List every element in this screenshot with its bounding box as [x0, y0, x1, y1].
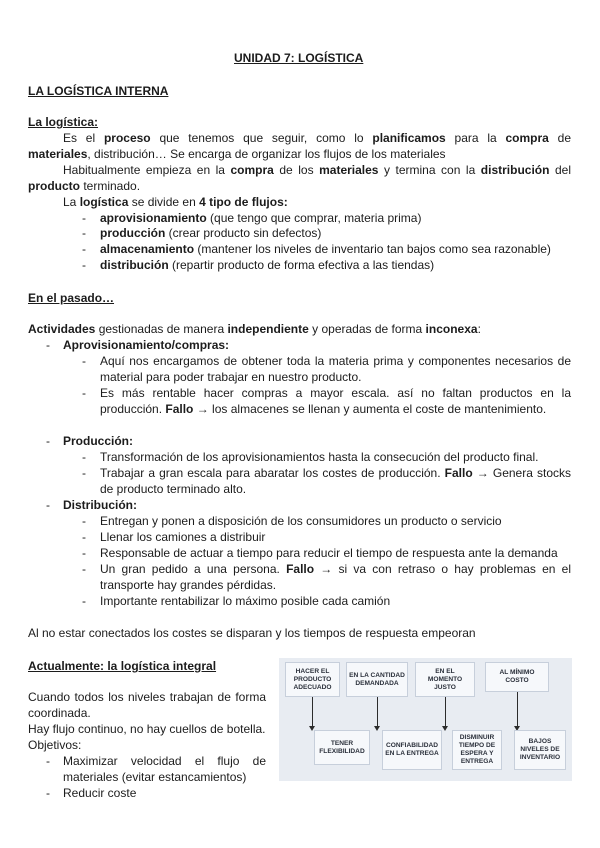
diagram-top-box: AL MÍNIMO COSTO — [485, 662, 549, 692]
bullet-dash: - — [82, 562, 86, 576]
objective-2: Reducir coste — [63, 786, 137, 800]
dist-item: Responsable de actuar a tiempo para reducir el tiempo de respuesta ante la demanda — [100, 546, 558, 560]
objective-1: Maximizar velocidad el flujo de — [63, 754, 266, 768]
paragraph-2: Habitualmente empieza en la compra de los materiales y termina con la distribución del — [63, 163, 571, 177]
bullet-dash: - — [82, 530, 86, 544]
integral-p1: Cuando todos los niveles trabajan de forma — [28, 690, 266, 704]
section-heading-now: Actualmente: la logística integral — [28, 659, 217, 673]
prod-item-2-cont: de producto terminado alto. — [100, 482, 247, 496]
dist-item: Un gran pedido a una persona. Fallo → si va con retraso o hay problemas en el — [100, 562, 571, 576]
page-title: UNIDAD 7: LOGÍSTICA — [234, 51, 364, 65]
paragraph-2-cont: producto terminado. — [28, 179, 141, 193]
integral-p2: Hay flujo continuo, no hay cuellos de botella. — [28, 722, 266, 736]
subheading-logistica: La logística: — [28, 115, 99, 129]
bullet-dash: - — [46, 498, 50, 512]
connector-line — [517, 692, 518, 728]
flow-item: producción (crear producto sin defectos) — [100, 226, 322, 240]
objectives-label: Objetivos: — [28, 738, 82, 752]
diagram-bottom-box: DISMINUIR TIEMPO DE ESPERA Y ENTREGA — [452, 730, 502, 770]
objective-1-cont: materiales (evitar estancamientos) — [63, 770, 247, 784]
prod-title: Producción: — [63, 434, 134, 448]
bullet-dash: - — [46, 338, 50, 352]
diagram-top-box: HACER EL PRODUCTO ADECUADO — [285, 662, 340, 697]
diagram-bottom-box: BAJOS NIVELES DE INVENTARIO — [514, 730, 566, 770]
aprov-item-1-cont: material para poder trabajar en nuestro producto. — [100, 370, 362, 384]
diagram-bottom-box: CONFIABILIDAD EN LA ENTREGA — [382, 730, 442, 770]
conclusion: Al no estar conectados los costes se disparan y los tiempos de respuesta empeoran — [28, 626, 476, 640]
flow-item: aprovisionamiento (que tengo que comprar, materia prima) — [100, 211, 422, 225]
dist-item: Llenar los camiones a distribuir — [100, 530, 266, 544]
dist-title: Distribución: — [63, 498, 137, 512]
connector-line — [445, 697, 446, 728]
bullet-dash: - — [82, 354, 86, 368]
flow-item: distribución (repartir producto de forma efectiva a las tiendas) — [100, 258, 435, 272]
bullet-dash: - — [82, 242, 86, 256]
aprov-item-2: Es más rentable hacer compras a mayor escala. así no faltan productos en la — [100, 386, 571, 400]
aprov-title: Aprovisionamiento/compras: — [63, 338, 230, 352]
arrow-down-icon — [442, 726, 448, 731]
bullet-dash: - — [82, 386, 86, 400]
bullet-dash: - — [46, 754, 50, 768]
connector-line — [377, 697, 378, 728]
bullet-dash: - — [82, 450, 86, 464]
bullet-dash: - — [46, 786, 50, 800]
aprov-item-1: Aquí nos encargamos de obtener toda la materia prima y componentes necesarios de — [100, 354, 571, 368]
prod-item-2: Trabajar a gran escala para abaratar los costes de producción. Fallo → Genera stocks — [100, 466, 571, 480]
paragraph-3: La logística se divide en 4 tipo de flujos: — [63, 195, 288, 209]
section-heading-internal: LA LOGÍSTICA INTERNA — [28, 84, 169, 98]
dist-item: Entregan y ponen a disposición de los consumidores un producto o servicio — [100, 514, 502, 528]
connector-line — [312, 697, 313, 728]
aprov-item-2-cont: producción. Fallo → los almacenes se llenan y aumenta el coste de mantenimiento. — [100, 402, 547, 416]
dist-item: Importante rentabilizar lo máximo posible cada camión — [100, 594, 391, 608]
bullet-dash: - — [82, 594, 86, 608]
diagram-top-box: EN LA CANTIDAD DEMANDADA — [346, 662, 408, 697]
arrow-down-icon — [374, 726, 380, 731]
paragraph-1: Es el proceso que tenemos que seguir, como lo planificamos para la compra de — [63, 131, 571, 145]
prod-item-1: Transformación de los aprovisionamientos hasta la consecución del producto final. — [100, 450, 539, 464]
bullet-dash: - — [82, 546, 86, 560]
dist-item-cont: transporte hay grandes pérdidas. — [100, 578, 277, 592]
flow-item: almacenamiento (mantener los niveles de inventario tan bajos como sea razonable) — [100, 242, 551, 256]
bullet-dash: - — [46, 434, 50, 448]
paragraph-1-cont: materiales, distribución… Se encarga de organizar los flujos de los materiales — [28, 147, 446, 161]
integral-p1-cont: coordinada. — [28, 706, 91, 720]
bullet-dash: - — [82, 226, 86, 240]
section-heading-past: En el pasado… — [28, 291, 115, 305]
activities-line: Actividades gestionadas de manera independiente y operadas de forma inconexa: — [28, 322, 481, 336]
bullet-dash: - — [82, 466, 86, 480]
diagram-top-box: EN EL MOMENTO JUSTO — [415, 662, 475, 697]
logistics-diagram — [279, 658, 572, 781]
bullet-dash: - — [82, 211, 86, 225]
bullet-dash: - — [82, 258, 86, 272]
diagram-bottom-box: TENER FLEXIBILIDAD — [314, 730, 370, 765]
bullet-dash: - — [82, 514, 86, 528]
